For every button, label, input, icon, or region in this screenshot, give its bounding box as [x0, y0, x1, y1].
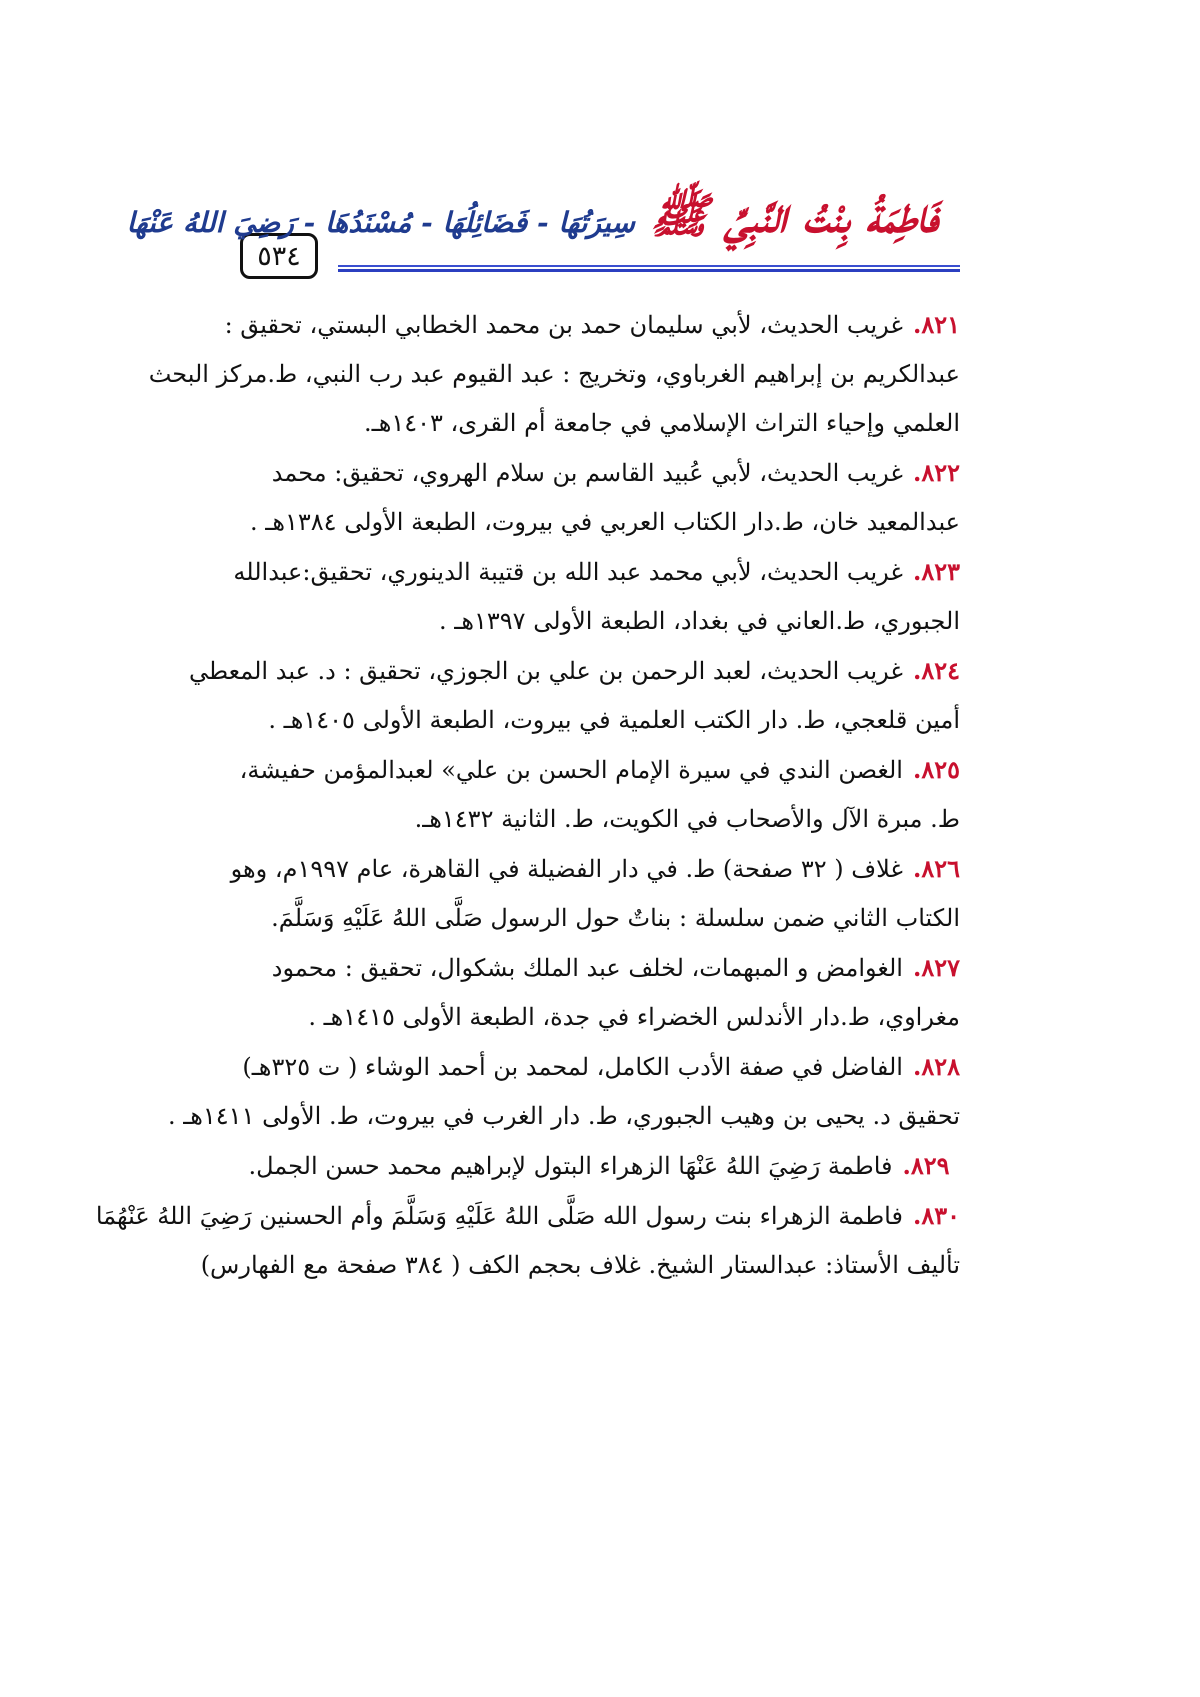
- page-number: ٥٣٤: [240, 233, 318, 279]
- entry-line: أمين قلعجي، ط. دار الكتب العلمية في بيروت، الطبعة الأولى ١٤٠٥هـ .: [268, 706, 960, 734]
- bibliography-entry-824: [188, 646, 960, 745]
- entry-line: ٨٢٤.غريب الحديث، لعبد الرحمن بن علي بن الجوزي، تحقيق : د. عبد المعطي: [188, 656, 960, 685]
- entry-line: العلمي وإحياء التراث الإسلامي في جامعة أم القرى، ١٤٠٣هـ.: [364, 409, 960, 437]
- entry-number: ٨٢٩.: [902, 1151, 950, 1180]
- entry-number: ٨٢٦.: [912, 854, 960, 883]
- entry-line: ٨٢٢.غريب الحديث، لأبي عُبيد القاسم بن سلام الهروي، تحقيق: محمد: [271, 458, 960, 487]
- entry-line: ٨٢٥.الغصن الندي في سيرة الإمام الحسن بن علي» لعبدالمؤمن حفيشة،: [239, 755, 960, 784]
- entry-line: ط. مبرة الآل والأصحاب في الكويت، ط. الثانية ١٤٣٢هـ.: [414, 805, 960, 833]
- page-header: [126, 175, 960, 275]
- entry-line: عبدالمعيد خان، ط.دار الكتاب العربي في بيروت، الطبعة الأولى ١٣٨٤هـ .: [250, 508, 960, 536]
- entry-line: تحقيق د. يحيى بن وهيب الجبوري، ط. دار الغرب في بيروت، ط. الأولى ١٤١١هـ .: [167, 1102, 960, 1130]
- entry-line: ٨٢٨.الفاضل في صفة الأدب الكامل، لمحمد بن أحمد الوشاء ( ت ٣٢٥هـ): [242, 1052, 960, 1081]
- entry-line: مغراوي، ط.دار الأندلس الخضراء في جدة، الطبعة الأولى ١٤١٥هـ .: [308, 1003, 960, 1031]
- bibliography-entry-826: [230, 844, 960, 943]
- book-title-subtitle: سِيرَتُهَا - فَضَائِلُهَا - مُسْنَدُهَا - رَضِيَ اللهُ عَنْهَا: [126, 206, 635, 239]
- entry-line: ٨٢٧.الغوامض و المبهمات، لخلف عبد الملك بشكوال، تحقيق : محمود: [271, 953, 960, 982]
- entry-line: الجبوري، ط.العاني في بغداد، الطبعة الأولى ١٣٩٧هـ .: [439, 607, 960, 635]
- entry-line: ٨٢٦.غلاف ( ٣٢ صفحة) ط. في دار الفضيلة في القاهرة، عام ١٩٩٧م، وهو: [230, 854, 960, 883]
- book-title: [127, 187, 938, 256]
- entry-number: ٨٢٨.: [912, 1052, 960, 1081]
- entry-line: تأليف الأستاذ: عبدالستار الشيخ. غلاف بحجم الكف ( ٣٨٤ صفحة مع الفهارس): [200, 1251, 960, 1279]
- entry-number: ٨٢٤.: [912, 656, 960, 685]
- entry-line: الكتاب الثاني ضمن سلسلة : بناتٌ حول الرسول صَلَّى اللهُ عَلَيْهِ وَسَلَّمَ.: [271, 904, 960, 932]
- entry-line: ٨٢١.غريب الحديث، لأبي سليمان حمد بن محمد الخطابي البستي، تحقيق :: [224, 310, 960, 339]
- bibliography-list: [95, 300, 960, 1290]
- entry-number: ٨٢٧.: [912, 953, 960, 982]
- bibliography-entry-822: [238, 448, 960, 547]
- entry-number: ٨٢٢.: [912, 458, 960, 487]
- bibliography-entry-827: [238, 943, 960, 1042]
- bibliography-entry-829: [238, 1141, 960, 1191]
- entry-line: ٨٢٩.فاطمة رَضِيَ اللهُ عَنْهَا الزهراء البتول لإبراهيم محمد حسن الجمل.: [248, 1151, 950, 1180]
- entry-number: ٨٢١.: [912, 310, 960, 339]
- entry-line: ٨٢٣.غريب الحديث، لأبي محمد عبد الله بن قتيبة الدينوري، تحقيق:عبدالله: [233, 557, 960, 586]
- bibliography-entry-830: [95, 1191, 960, 1290]
- bibliography-entry-828: [167, 1042, 960, 1141]
- entry-number: ٨٢٣.: [912, 557, 960, 586]
- entry-line: ٨٣٠.فاطمة الزهراء بنت رسول الله صَلَّى اللهُ عَلَيْهِ وَسَلَّمَ وأم الحسنين رَضِيَ اللهُ عَنْهُمَا: [95, 1201, 960, 1230]
- book-title-main: فَاطِمَةُ بِنْتُ النَّبِيِّ ﷺ: [650, 188, 938, 244]
- entry-number: ٨٢٥.: [912, 755, 960, 784]
- entry-line: عبدالكريم بن إبراهيم الغرباوي، وتخريج : عبد القيوم عبد رب النبي، ط.مركز البحث: [148, 360, 960, 388]
- entry-number: ٨٣٠.: [912, 1201, 960, 1230]
- bibliography-entry-821: [148, 300, 960, 448]
- bibliography-entry-823: [233, 547, 960, 646]
- header-divider: [338, 265, 960, 272]
- bibliography-entry-825: [238, 745, 960, 844]
